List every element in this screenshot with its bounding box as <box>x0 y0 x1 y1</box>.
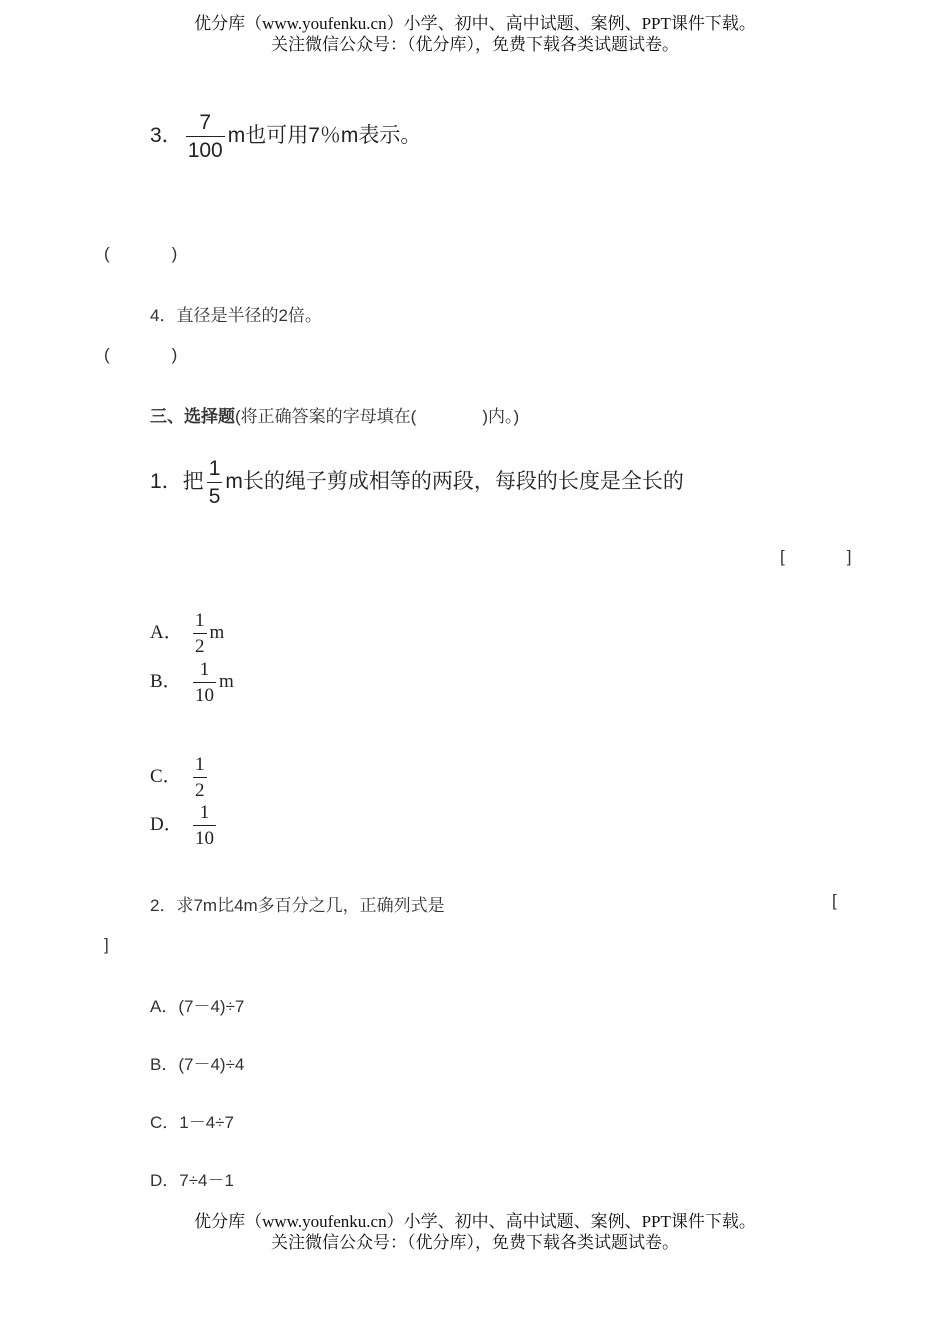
header-line-2: 关注微信公众号：（优分库），免费下载各类试题试卷。 <box>271 35 679 54</box>
mc1-option-b: B． $\frac{1}{10}$ m <box>150 659 234 706</box>
mc-question-1-bracket: [ ] <box>780 547 852 566</box>
mc-question-1-text: m长的绳子剪成相等的两段，每段的长度是全长的 <box>225 470 684 494</box>
answer-paren-q4: ( ) <box>104 345 178 364</box>
mc1-option-a: A． $\frac{1}{2}$ m <box>150 610 225 657</box>
section-3-note-start: (将正确答案的字母填在( <box>235 407 417 426</box>
section-3-title: 三、选择题 <box>150 407 235 426</box>
answer-paren-q3: ( ) <box>104 244 178 263</box>
mc2-option-a: A．(7－4)÷7 <box>150 997 245 1016</box>
fraction-numerator: 7 <box>199 111 212 134</box>
mc2-option-d: D．7÷4－1 <box>150 1171 234 1190</box>
fraction-1-5: $\frac{1}{5}$ <box>208 457 221 508</box>
question-4: 4．直径是半径的2倍。 <box>150 306 322 325</box>
mc-question-1-number: 1．把 <box>150 470 204 494</box>
section-3-note-end: )内。) <box>482 407 520 426</box>
section-3-heading <box>150 402 519 427</box>
mc-question-2: 2．求7m比4m多百分之几，正确列式是 <box>150 896 445 915</box>
mc2-option-b: B．(7－4)÷4 <box>150 1055 245 1074</box>
mc-question-1 <box>150 458 684 507</box>
fraction-7-100 <box>186 112 225 161</box>
question-3 <box>150 112 421 161</box>
mc-question-2-bracket-open: [ <box>832 891 837 910</box>
header-line-1: 优分库（www.youfenku.cn）小学、初中、高中试题、案例、PPT课件下载。 <box>194 14 756 33</box>
question-3-text: m也可用7％m表示。 <box>227 124 422 148</box>
fraction-denominator: 100 <box>186 136 225 161</box>
mc2-option-c: C．1－4÷7 <box>150 1113 234 1132</box>
mc-question-2-bracket-close: ] <box>104 935 109 954</box>
mc1-option-d: D． $\frac{1}{10}$ <box>150 802 214 849</box>
footer-line-2: 关注微信公众号：（优分库），免费下载各类试题试卷。 <box>271 1233 679 1252</box>
mc1-option-c: C． $\frac{1}{2}$ <box>150 754 205 801</box>
footer-line-1: 优分库（www.youfenku.cn）小学、初中、高中试题、案例、PPT课件下载。 <box>194 1212 756 1231</box>
question-3-number: 3． <box>150 124 183 148</box>
